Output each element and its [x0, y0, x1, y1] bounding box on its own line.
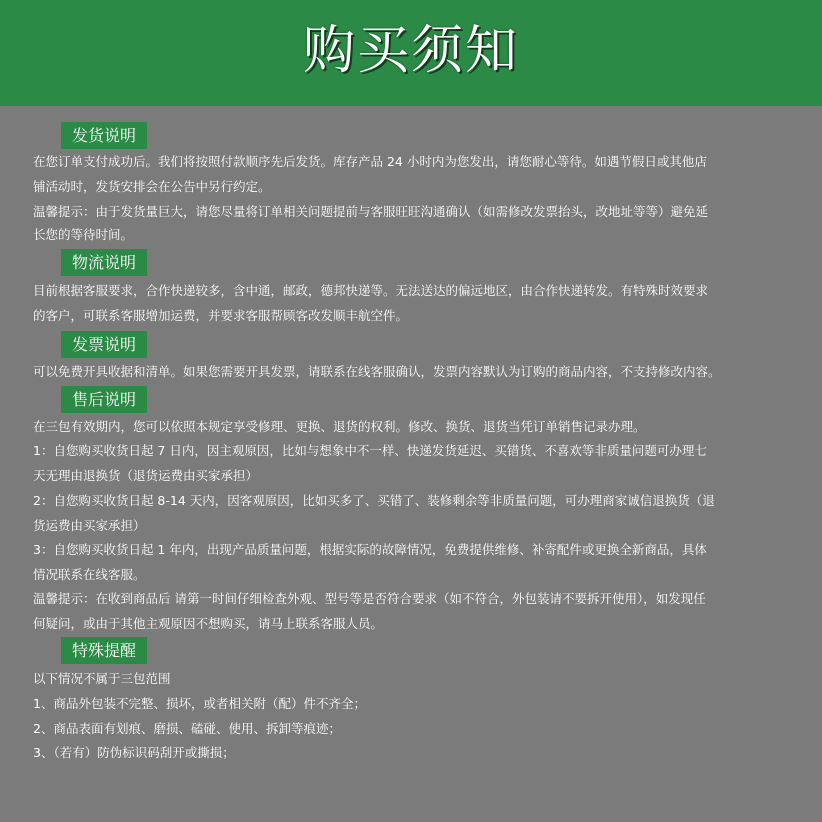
section-heading-after-sales: 售后说明 — [61, 386, 147, 413]
after-sales-tip-line: 温馨提示：在收到商品后 请第一时间仔细检查外观、型号等是否符合要求（如不符合，外包装请不要拆开使用），如发现任 — [33, 591, 706, 606]
section-heading-logistics: 物流说明 — [61, 249, 147, 276]
shipping-tip-line: 长您的等待时间。 — [33, 227, 134, 242]
after-sales-item-line: 3：自您购买收货日起 1 年内，出现产品质量问题，根据实际的故障情况，免费提供维修、补寄配件或更换全新商品，具体 — [33, 542, 707, 557]
special-notice-line: 2、商品表面有划痕、磨损、磕碰、使用、拆卸等痕迹； — [33, 721, 341, 736]
after-sales-item-line: 货运费由买家承担） — [33, 518, 146, 533]
shipping-text-line: 在您订单支付成功后。我们将按照付款顺序先后发货。库存产品 24 小时内为您发出，请您耐心等待。如遇节假日或其他店 — [33, 154, 707, 169]
after-sales-text-line: 在三包有效期内，您可以依照本规定享受修理、更换、退货的权利。修改、换货、退货当凭订单销售记录办理。 — [33, 419, 646, 434]
after-sales-item-line: 1：自您购买收货日起 7 日内，因主观原因，比如与想象中不一样、快递发货延迟、买错货、不喜欢等非质量问题可办理七 — [33, 443, 707, 458]
shipping-tip-line: 温馨提示：由于发货量巨大，请您尽量将订单相关问题提前与客服旺旺沟通确认（如需修改发票抬头，改地址等等）避免延 — [33, 204, 709, 219]
after-sales-item-line: 天无理由退换货（退货运费由买家承担） — [33, 468, 259, 483]
section-heading-shipping: 发货说明 — [61, 122, 147, 149]
after-sales-item-line: 情况联系在线客服。 — [33, 567, 146, 582]
special-notice-line: 1、商品外包装不完整、损坏，或者相关附（配）件不齐全； — [33, 696, 366, 711]
logistics-text-line: 目前根据客服要求，合作快递较多，含中通，邮政，德邦快递等。无法送达的偏远地区，由合作快递转发。有特殊时效要求 — [33, 283, 709, 298]
special-notice-line: 以下情况不属于三包范围 — [33, 671, 171, 686]
page-title: 购买须知 — [302, 21, 519, 81]
page-header — [0, 0, 822, 106]
shipping-text-line: 铺活动时，发货安排会在公告中另行约定。 — [33, 179, 271, 194]
invoice-text-line: 可以免费开具收据和清单。如果您需要开具发票，请联系在线客服确认，发票内容默认为订购的商品内容，不支持修改内容。 — [33, 364, 721, 379]
special-notice-line: 3、（若有）防伪标识码刮开或撕损； — [33, 745, 235, 760]
logistics-text-line: 的客户，可联系客服增加运费，并要求客服帮顾客改发顺丰航空件。 — [33, 308, 409, 323]
after-sales-tip-line: 何疑问，或由于其他主观原因不想购买，请马上联系客服人员。 — [33, 616, 384, 631]
after-sales-item-line: 2：自您购买收货日起 8-14 天内，因客观原因，比如买多了、买错了、装修剩余等非质量问题，可办理商家诚信退换货（退 — [33, 493, 715, 508]
section-heading-special-notice: 特殊提醒 — [61, 637, 147, 664]
section-heading-invoice: 发票说明 — [61, 331, 147, 358]
